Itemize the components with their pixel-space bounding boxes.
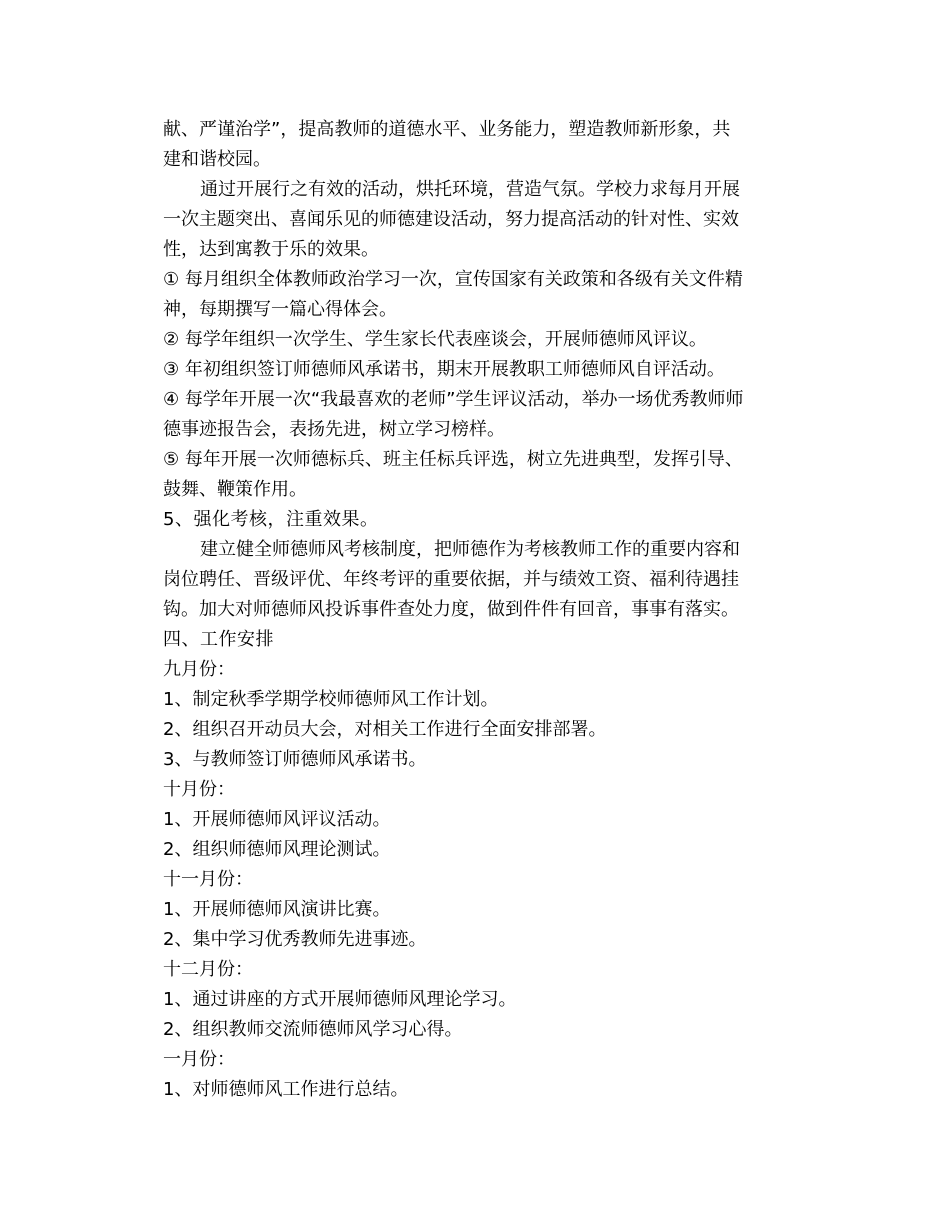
list-item: 2、组织召开动员大会，对相关工作进行全面安排部署。 (163, 719, 607, 740)
section-heading: 5、强化考核，注重效果。 (163, 509, 379, 530)
paragraph-line: 岗位聘任、晋级评优、年终考评的重要依据，并与绩效工资、福利待遇挂 (163, 569, 739, 590)
list-item: 1、通过讲座的方式开展师德师风理论学习。 (163, 989, 517, 1010)
list-item: ② 每学年组织一次学生、学生家长代表座谈会，开展师德师风评议。 (163, 329, 707, 350)
list-item: ① 每月组织全体教师政治学习一次，宣传国家有关政策和各级有关文件精 (163, 269, 743, 290)
month-heading: 十月份： (163, 779, 235, 800)
paragraph-line: 通过开展行之有效的活动，烘托环境，营造气氛。学校力求每月开展 (200, 179, 740, 200)
document-body (163, 115, 788, 1105)
paragraph-line: 钩。加大对师德师风投诉事件查处力度，做到件件有回音，事事有落实。 (163, 599, 739, 620)
list-item: ④ 每学年开展一次“我最喜欢的老师”学生评议活动，举办一场优秀教师师 (163, 389, 744, 410)
paragraph-line: 建立健全师德师风考核制度，把师德作为考核教师工作的重要内容和 (200, 539, 740, 560)
paragraph-line: 一次主题突出、喜闻乐见的师德建设活动，努力提高活动的针对性、实效 (163, 209, 739, 230)
paragraph-line: 性，达到寓教于乐的效果。 (163, 239, 379, 260)
list-item: ③ 年初组织签订师德师风承诺书，期末开展教职工师德师风自评活动。 (163, 359, 725, 380)
list-item: 1、对师德师风工作进行总结。 (163, 1079, 409, 1100)
list-item: 2、组织师德师风理论测试。 (163, 839, 391, 860)
list-item: 鼓舞、鞭策作用。 (163, 479, 307, 500)
list-item: 2、集中学习优秀教师先进事迹。 (163, 929, 427, 950)
paragraph-line: 建和谐校园。 (163, 149, 271, 170)
list-item: 2、组织教师交流师德师风学习心得。 (163, 1019, 463, 1040)
list-item: 1、制定秋季学期学校师德师风工作计划。 (163, 689, 499, 710)
month-heading: 九月份： (163, 659, 235, 680)
list-item: 3、与教师签订师德师风承诺书。 (163, 749, 427, 770)
month-heading: 十二月份： (163, 959, 253, 980)
month-heading: 十一月份： (163, 869, 253, 890)
paragraph-line: 献、严谨治学”，提高教师的道德水平、业务能力，塑造教师新形象，共 (163, 119, 731, 140)
month-heading: 一月份： (163, 1049, 235, 1070)
list-item: ⑤ 每年开展一次师德标兵、班主任标兵评选，树立先进典型，发挥引导、 (163, 449, 743, 470)
list-item: 德事迹报告会，表扬先进，树立学习榜样。 (163, 419, 505, 440)
list-item: 1、开展师德师风演讲比赛。 (163, 899, 391, 920)
list-item: 神，每期撰写一篇心得体会。 (163, 299, 397, 320)
list-item: 1、开展师德师风评议活动。 (163, 809, 391, 830)
section-heading: 四、工作安排 (163, 629, 274, 650)
